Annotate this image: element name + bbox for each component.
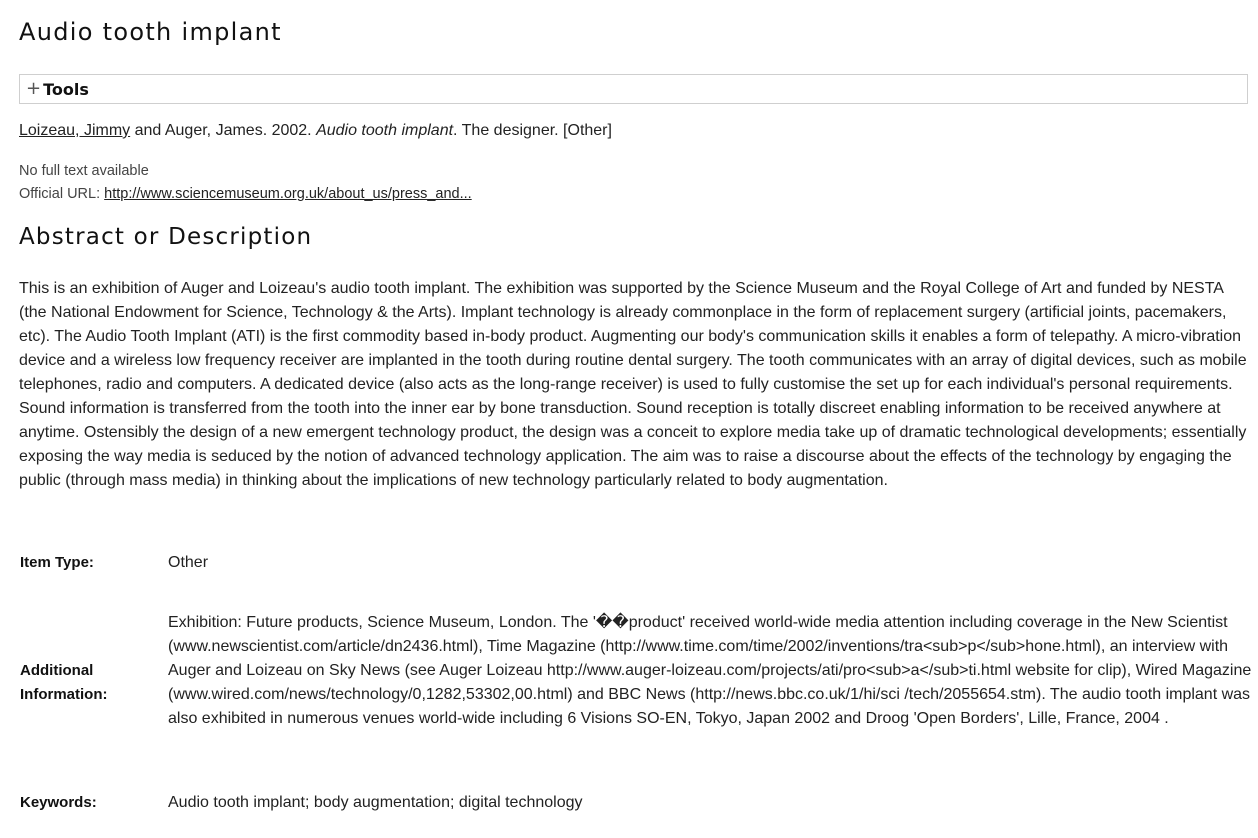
fulltext-status: No full text available (19, 163, 149, 179)
citation (19, 122, 612, 140)
tools-label: Tools (43, 79, 89, 99)
abstract-heading: Abstract or Description (19, 224, 313, 250)
official-url-link[interactable]: http://www.sciencemuseum.org.uk/about_us/press_and... (104, 186, 472, 202)
citation-text-after-author: and Auger, James. 2002. (130, 122, 317, 139)
additional-info-value: Exhibition: Future products, Science Museum, London. The '��product' received world-wide media attention including coverage in the New Scientist (www.newscientist.com/article/dn2436.html), Time Magazine (http://www.time.com/time/2002/inventions/tra<sub>p</sub>hone.html), an interview with Auger and Loizeau on Sky News (see Auger Loizeau http://www.auger-loizeau.com/projects/ati/pro<sub>a</sub>ti.html website for clip), Wired Magazine (www.wired.com/news/technology/0,1282,53302,00.html) and BBC News (http://news.bbc.co.uk/1/hi/sci /tech/2055654.stm). The audio tooth implant was also exhibited in numerous venues world-wide including 6 Visions SO-EN, Tokyo, Japan 2002 and Droog 'Open Borders', Lille, France, 2004 . (168, 614, 1252, 727)
citation-title: Audio tooth implant (316, 122, 454, 139)
abstract-body: This is an exhibition of Auger and Loizeau's audio tooth implant. The exhibition was supported by the Science Museum and the Royal College of Art and funded by NESTA (the National Endowment for Science, Technology & the Arts). Implant technology is already commonplace in the form of replacement surgery (artificial joints, pacemakers, etc). The Audio Tooth Implant (ATI) is the first commodity based in-body product. Augmenting our body's communication skills it enables a form of telepathy. A micro-vibration device and a wireless low frequency receiver are implanted in the tooth during routine dental surgery. The tooth communicates with an array of digital devices, such as mobile telephones, radio and computers. A dedicated device (also acts as the long-range receiver) is used to fully customise the set up for each individual's personal requirements. Sound information is transferred from the tooth into the inner ear by bone transduction. Sound reception is totally discreet enabling information to be received anywhere at anytime. Ostensibly the design of a new emergent technology product, the design was a conceit to explore media take up of dramatic technological developments; essentially exposing the way media is seduced by the notion of advanced technology application. The aim was to raise a discourse about the effects of the technology by engaging the public (through mass media) in thinking about the implications of new technology particularly related to body augmentation. (19, 280, 1247, 489)
tools-toggle[interactable] (19, 74, 1248, 104)
page-title: Audio tooth implant (19, 18, 282, 46)
additional-info-label: Additional Information: (20, 662, 108, 703)
keywords-label: Keywords: (20, 794, 97, 811)
official-url-row (19, 186, 472, 202)
citation-text-after-title: . The designer. [Other] (453, 122, 612, 139)
keywords-value: Audio tooth implant; body augmentation; digital technology (168, 794, 583, 811)
item-type-value: Other (168, 554, 209, 571)
author-link[interactable]: Loizeau, Jimmy (19, 122, 131, 139)
plus-icon: + (26, 78, 42, 99)
item-type-label: Item Type: (20, 554, 94, 571)
official-url-label: Official URL: (19, 186, 105, 202)
